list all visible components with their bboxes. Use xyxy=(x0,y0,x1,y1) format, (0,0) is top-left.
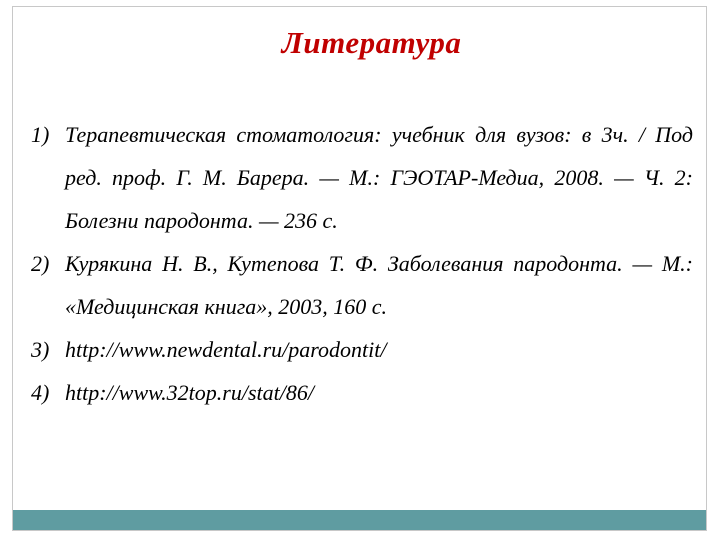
reference-number: 4) xyxy=(31,380,50,405)
reference-number: 3) xyxy=(31,337,50,362)
reference-item-4 xyxy=(31,371,693,414)
bottom-accent-bar xyxy=(13,510,706,530)
reference-number: 2) xyxy=(31,251,50,276)
reference-item-2 xyxy=(31,242,693,328)
reference-list xyxy=(31,113,693,414)
reference-text: Курякина Н. В., Кутепова Т. Ф. Заболевания пародонта. — М.: «Медицинская книга», 2003, 160 с. xyxy=(65,251,693,319)
reference-item-1 xyxy=(31,113,693,242)
slide-title: Литература xyxy=(281,25,462,60)
reference-link[interactable]: http://www.32top.ru/stat/86/ xyxy=(65,380,314,405)
reference-link[interactable]: http://www.newdental.ru/parodontit/ xyxy=(65,337,387,362)
slide xyxy=(12,6,707,531)
reference-text: Терапевтическая стоматология: учебник для вузов: в 3ч. / Под ред. проф. Г. М. Барера. — М.: ГЭОТАР-Медиа, 2008. — Ч. 2: Болезни пародонта. — 236 с. xyxy=(65,122,693,233)
reference-item-3 xyxy=(31,328,693,371)
reference-number: 1) xyxy=(31,122,50,147)
